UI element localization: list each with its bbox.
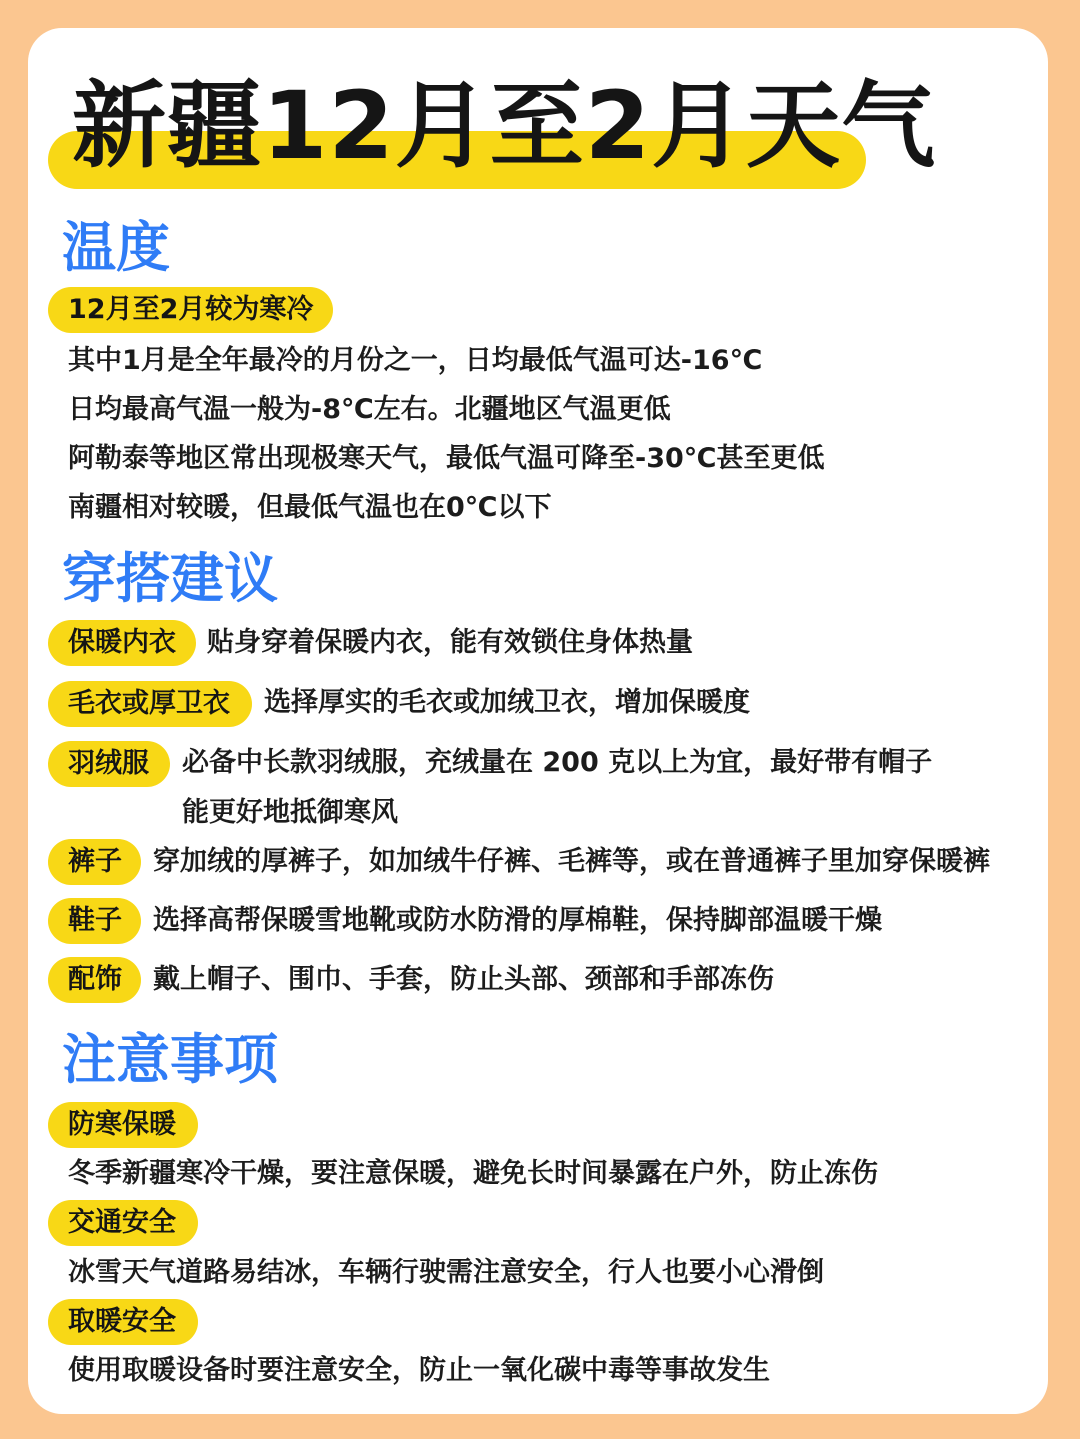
tag-cold-protection: 防寒保暖	[48, 1102, 198, 1148]
section-heading-temperature: 温度	[62, 216, 170, 279]
clothing-text-down-jacket-cont: 能更好地抵御寒风	[182, 797, 398, 828]
clothing-text-pants: 穿加绒的厚裤子，如加绒牛仔裤、毛裤等，或在普通裤子里加穿保暖裤	[153, 846, 990, 877]
temperature-line-2: 日均最高气温一般为-8℃左右。北疆地区气温更低	[68, 394, 671, 425]
temperature-line-1: 其中1月是全年最冷的月份之一，日均最低气温可达-16℃	[68, 345, 763, 376]
temperature-line-3: 阿勒泰等地区常出现极寒天气，最低气温可降至-30℃甚至更低	[68, 443, 825, 474]
tag-temperature-summary: 12月至2月较为寒冷	[48, 287, 333, 333]
tag-accessories: 配饰	[48, 957, 141, 1003]
clothing-text-accessories: 戴上帽子、围巾、手套，防止头部、颈部和手部冻伤	[153, 964, 774, 995]
tag-down-jacket: 羽绒服	[48, 741, 170, 787]
tag-shoes: 鞋子	[48, 898, 141, 944]
section-heading-notes: 注意事项	[62, 1028, 278, 1091]
section-heading-clothing: 穿搭建议	[62, 547, 278, 610]
notes-text-heating-safety: 使用取暖设备时要注意安全，防止一氧化碳中毒等事故发生	[68, 1355, 770, 1386]
notes-text-traffic-safety: 冰雪天气道路易结冰，车辆行驶需注意安全，行人也要小心滑倒	[68, 1257, 824, 1288]
temperature-line-4: 南疆相对较暖，但最低气温也在0℃以下	[68, 492, 552, 523]
clothing-text-thermal-underwear: 贴身穿着保暖内衣，能有效锁住身体热量	[207, 627, 693, 658]
tag-heating-safety: 取暖安全	[48, 1299, 198, 1345]
tag-sweater: 毛衣或厚卫衣	[48, 681, 252, 727]
clothing-text-shoes: 选择高帮保暖雪地靴或防水防滑的厚棉鞋，保持脚部温暖干燥	[153, 905, 882, 936]
clothing-text-down-jacket: 必备中长款羽绒服，充绒量在 200 克以上为宜，最好带有帽子	[182, 747, 933, 778]
clothing-text-sweater: 选择厚实的毛衣或加绒卫衣，增加保暖度	[264, 687, 750, 718]
tag-traffic-safety: 交通安全	[48, 1200, 198, 1246]
page-title: 新疆12月至2月天气	[72, 72, 937, 181]
notes-text-cold-protection: 冬季新疆寒冷干燥，要注意保暖，避免长时间暴露在户外，防止冻伤	[68, 1158, 878, 1189]
tag-pants: 裤子	[48, 839, 141, 885]
tag-thermal-underwear: 保暖内衣	[48, 620, 196, 666]
